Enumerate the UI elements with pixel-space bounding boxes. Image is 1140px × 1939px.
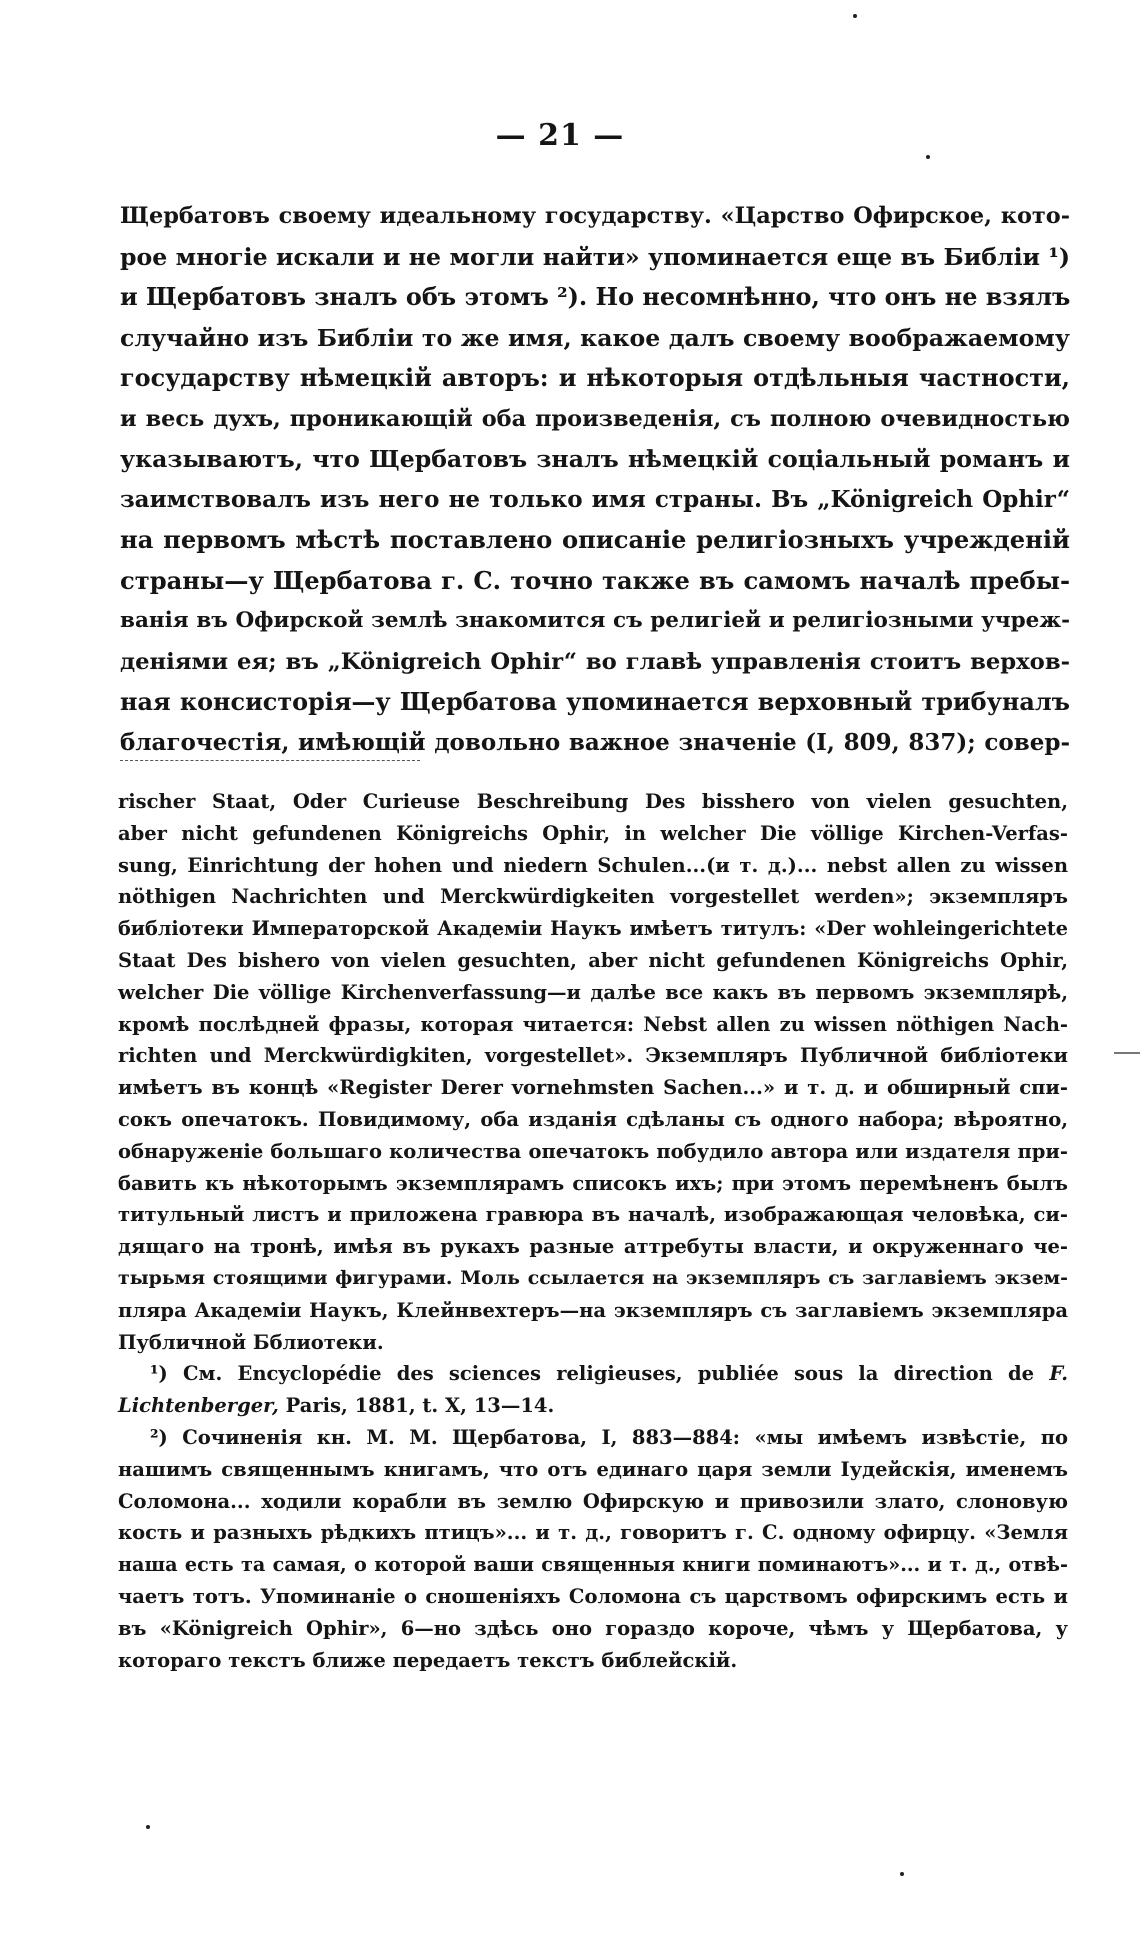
- page-number: — 21 —: [495, 118, 625, 153]
- footnote-line: sung, Einrichtung der hohen und niedern Schulen...(и т. д.)... nebst allen zu wissen: [118, 853, 1068, 877]
- text-line: рое многіе искали и не могли найти» упоминается еще въ Библіи ¹): [120, 242, 1070, 271]
- footnote-line: въ «Königreich Ophir», 6—но здѣсь оно гораздо короче, чѣмъ у Щербатова, у: [118, 1616, 1068, 1640]
- text-line: заимствовалъ изъ него не только имя страны. Въ „Königreich Ophir“: [120, 485, 1070, 513]
- text-line: благочестія, имѣющій довольно важное значеніе (I, 809, 837); совер-: [120, 728, 1070, 756]
- text-line: ванія въ Офирской землѣ знакомится съ религіей и религіозными учреж-: [120, 608, 1070, 633]
- text-line: государству нѣмецкій авторъ: и нѣкоторыя отдѣльныя частности,: [120, 364, 1070, 392]
- footnote-line: котораго текстъ ближе передаетъ текстъ библейскій.: [118, 1648, 738, 1672]
- text-line: случайно изъ Библіи то же имя, какое далъ своему воображаемому: [120, 323, 1070, 352]
- margin-mark: [1114, 1052, 1140, 1054]
- footnote-line: nöthigen Nachrichten und Merckwürdigkeiten vorgestellet werden»; экземпляръ: [118, 885, 1068, 909]
- text-line: Щербатовъ своему идеальному государству. «Царство Офирское, кото-: [120, 203, 1070, 229]
- text-line: ная консисторія—у Щербатова упоминается верховный трибуналъ: [120, 688, 1070, 716]
- text-line: и Щербатовъ зналъ объ этомъ ²). Но несомнѣнно, что онъ не взялъ: [120, 283, 1071, 311]
- scan-speck: [900, 1872, 904, 1876]
- footnote-divider: [120, 760, 420, 761]
- text-line: страны—у Щербатова г. С. точно также въ самомъ началѣ пребы-: [120, 565, 1070, 595]
- footnote-line: нашимъ священнымъ книгамъ, что отъ единаго царя земли Іудейскія, именемъ: [118, 1457, 1068, 1481]
- footnote-marker: ¹): [150, 1362, 168, 1386]
- footnote-text: См. Encyclopédie des sciences religieuses, publiée sous la direction de: [183, 1362, 1035, 1386]
- text-line: и весь духъ, проникающій оба произведенія, съ полною очевидностью: [120, 405, 1070, 432]
- footnote-line: библіотеки Императорской Академіи Наукъ имѣетъ титулъ: «Der wohleingerichtete: [118, 917, 1068, 941]
- footnote-author-initial: F.: [1049, 1362, 1068, 1386]
- footnote-line: обнаруженіе большаго количества опечатокъ побудило автора или издателя при-: [118, 1139, 1068, 1163]
- footnote-text: Paris, 1881, t. X, 13—14.: [285, 1394, 555, 1418]
- scan-speck: [853, 14, 857, 18]
- footnote-line: титульный листъ и приложена гравюра въ началѣ, изображающая человѣка, си-: [118, 1203, 1068, 1227]
- footnote-1: [118, 1358, 1068, 1390]
- footnote-author: Lichtenberger,: [118, 1394, 279, 1418]
- footnote-line: кромѣ послѣдней фразы, которая читается: Nebst allen zu wissen nöthigen Nach-: [118, 1012, 1068, 1036]
- footnote-1-continuation: [118, 1390, 1068, 1422]
- footnote-text: Сочиненія кн. М. М. Щербатова, I, 883—884: «мы имѣемъ извѣстіе, по: [182, 1425, 1068, 1449]
- footnote-line: aber nicht gefundenen Königreichs Ophir, in welcher Die völlige Kirchen-Verfas-: [118, 821, 1068, 845]
- footnote-line: имѣетъ въ концѣ «Register Derer vornehmsten Sachen...» и т. д. и обширный спи-: [118, 1076, 1068, 1100]
- scan-speck: [146, 1825, 150, 1829]
- footnotes: [118, 786, 1068, 1676]
- footnote-line: чаетъ тотъ. Упоминаніе о сношеніяхъ Соломона съ царствомъ офирскимъ есть и: [118, 1584, 1068, 1608]
- footnote-line: Staat Des bishero von vielen gesuchten, aber nicht gefundenen Königreichs Ophir,: [118, 948, 1068, 972]
- footnote-line: rischer Staat, Oder Curieuse Beschreibung Des bisshero von vielen gesuchten,: [118, 790, 1068, 813]
- footnote-line: сокъ опечатокъ. Повидимому, оба изданія сдѣланы съ одного набора; вѣроятно,: [118, 1107, 1068, 1131]
- footnote-line: welcher Die völlige Kirchenverfassung—и далѣе все какъ въ первомъ экземплярѣ,: [118, 980, 1068, 1004]
- footnote-line: кость и разныхъ рѣдкихъ птицъ»... и т. д., говоритъ г. С. одному офирцу. «Земля: [118, 1521, 1068, 1545]
- footnote-line: тырьмя стоящими фигурами. Моль ссылается на экземпляръ съ заглавіемъ экзем-: [118, 1266, 1068, 1289]
- footnote-line: дящаго на тронѣ, имѣя въ рукахъ разные аттребуты власти, и окруженнаго че-: [118, 1235, 1068, 1259]
- main-text: [120, 196, 1070, 763]
- footnote-line: бавить къ нѣкоторымъ экземплярамъ списокъ ихъ; при этомъ перемѣненъ былъ: [118, 1171, 1068, 1195]
- footnote-line: Соломона... ходили корабли въ землю Офирскую и привозили злато, слоновую: [118, 1489, 1068, 1513]
- text-line: деніями ея; въ „Königreich Ophir“ во главѣ управленія стоитъ верхов-: [120, 648, 1070, 675]
- footnote-line: наша есть та самая, о которой ваши священныя книги поминаютъ»... и т. д., отвѣ-: [118, 1553, 1068, 1577]
- footnote-2: [118, 1422, 1068, 1454]
- footnote-marker: ²): [150, 1425, 168, 1449]
- footnote-line: richten und Merckwürdigkiten, vorgestellet». Экземпляръ Публичной библіотеки: [118, 1044, 1068, 1068]
- text-line: указываютъ, что Щербатовъ зналъ нѣмецкій соціальный романъ и: [120, 445, 1070, 473]
- text-line: на первомъ мѣстѣ поставлено описаніе религіозныхъ учрежденій: [120, 525, 1070, 554]
- footnote-line: Публичной Бблиотеки.: [118, 1330, 384, 1354]
- footnote-line: пляра Академіи Наукъ, Клейнвехтеръ—на экземпляръ съ заглавіемъ экземпляра: [118, 1298, 1068, 1322]
- scan-speck: [926, 155, 930, 159]
